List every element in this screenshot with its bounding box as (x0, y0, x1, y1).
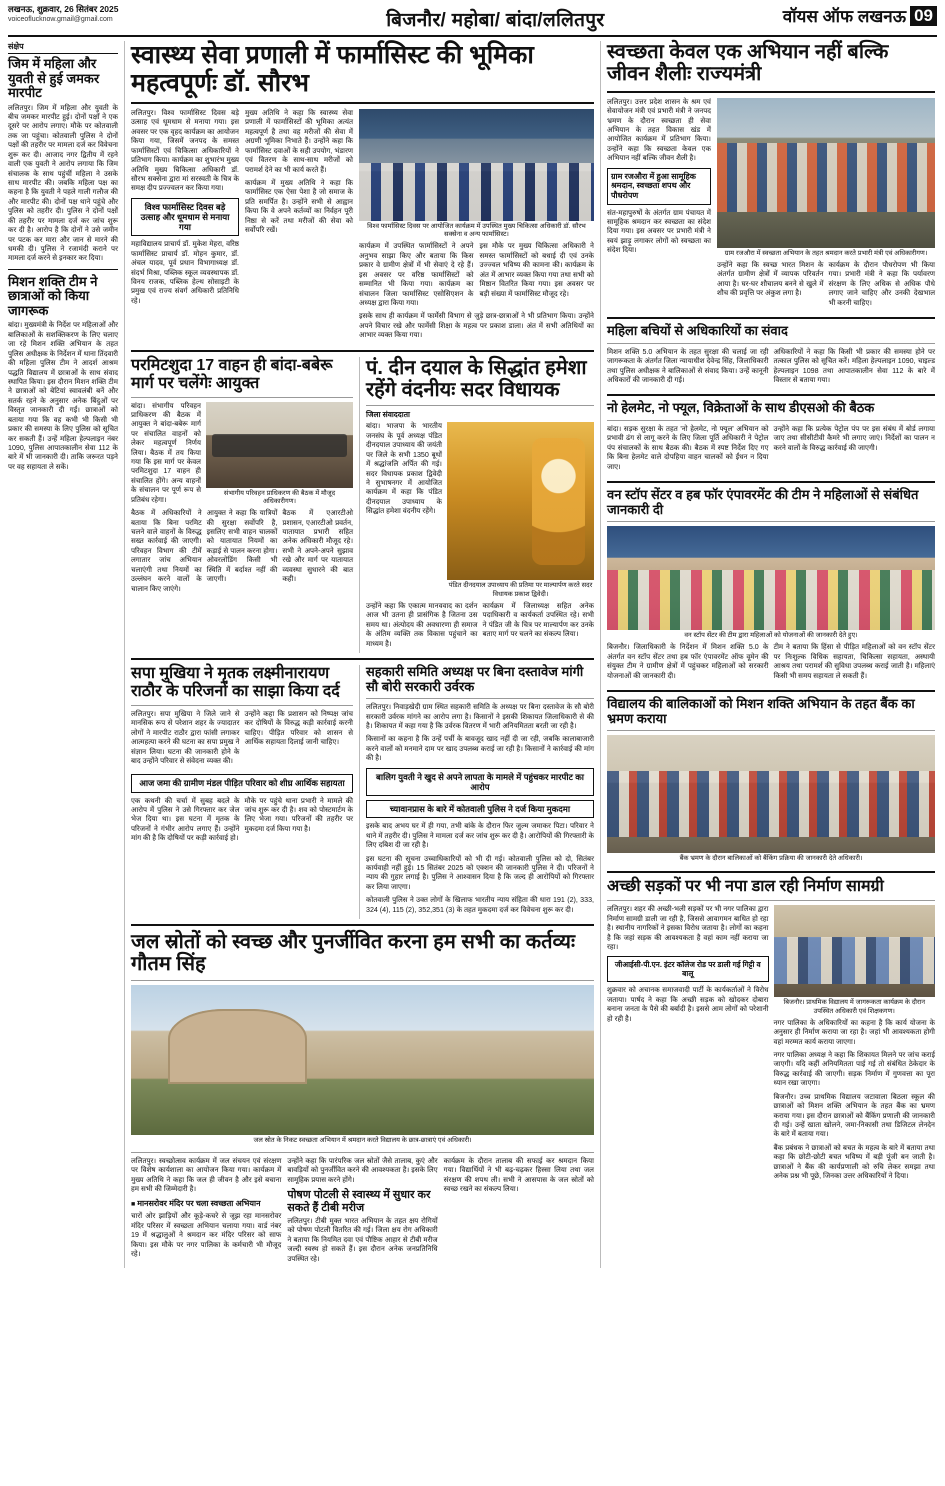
main-body-col3: कार्यक्रम में उपस्थित फार्मासिस्टों ने अपने अनुभव साझा किए और बताया कि किस प्रकार वे ग्रामीण क्षेत्रों में भी सेवाएं दे रहे हैं। इस अवसर पर वरिष्ठ फार्मासिस्टों को सम्मानित भी किया गया। कार्यक्रम का संचालन जिला फार्मासिस्ट एसोसिएशन के अध्यक्ष द्वारा किया गया। (359, 242, 474, 307)
brand-name: वॉयस ऑफ लखनऊ (782, 7, 907, 26)
main-pullbox: विश्व फार्मासिस्ट दिवस बड़े उत्साह और धूमधाम से मनाया गया (131, 198, 239, 237)
pharmacist-group-photo (359, 109, 594, 221)
page-grid (8, 41, 937, 1268)
deendayal-body-1: बांदा। भाजपा के भारतीय जनसंघ के पूर्व अध्यक्ष पंडित दीनदयाल उपाध्याय की जयंती पर जिले के सभी 1350 बूथों में श्रद्धांजलि अर्पित की गई। सदर विधायक प्रकाश द्विवेदी ने सुभाषनगर में आयोजित कार्यक्रम में कहा कि पंडित दीनदयाल उपाध्याय के सिद्धांत हमेशा वंदनीय रहेंगे। (366, 422, 442, 516)
water-photo-caption: जल स्रोत के निकट स्वच्छता अभियान में श्रमदान करते विद्यालय के छात्र-छात्राएं एवं अधिकारी। (253, 1136, 472, 1144)
masthead-date: लखनऊ, शुक्रवार, 26 सितंबर 2025 (8, 4, 119, 14)
brief-4-body: ललितपुर। टीबी मुक्त भारत अभियान के तहत क्षय रोगियों को पोषण पोटली वितरित की गई। जिला क्षय रोग अधिकारी ने बताया कि नियमित दवा एवं पौष्टिक आहार से टीबी मरीज जल्दी स्वस्थ हो सकते हैं। इस दौरान अनेक जनप्रतिनिधि उपस्थित रहे। (287, 1216, 438, 1263)
brief-3-body: चारों ओर झाड़ियों और कूड़े-कचरे से जूझ रहा मानसरोवर मंदिर परिसर में स्वच्छता अभियान चलाया गया। वार्ड नंबर 19 में श्रद्धालुओं ने श्रमदान कर मंदिर परिसर को साफ किया। इस मौके पर नगर पालिका के कर्मचारी भी मौजूद रहे। (131, 1212, 282, 1259)
cleanliness-drive-photo (717, 98, 935, 248)
deendayal-body-2: उन्होंने कहा कि एकात्म मानववाद का दर्शन आज भी उतना ही प्रासंगिक है जितना उस समय था। अंत्योदय की अवधारणा ही समाज के अंतिम व्यक्ति तक विकास पहुंचाने का माध्यम है। (366, 601, 478, 648)
cleanliness-photo-caption: ग्राम रजऔरा में स्वच्छता अभियान के तहत श्रमदान करते प्रभारी मंत्री एवं अधिकारीगण। (724, 249, 928, 257)
helmet-meeting-headline: नो हेलमेट, नो फ्यूल, विक्रेताओं के साथ डीएसओ की बैठक (607, 400, 875, 416)
onestop-headline: वन स्टॉप सेंटर व हब फॉर एंपावरमेंट की टीम ने महिलाओं से संबंधित जानकारी दी (607, 487, 919, 517)
helmet-body-1: बांदा। सड़क सुरक्षा के तहत 'नो हेलमेट, नो फ्यूल' अभियान को प्रभावी ढंग से लागू करने के लिए जिला पूर्ति अधिकारी ने पेट्रोल पंप संचालकों के साथ बैठक की। बैठक में स्पष्ट निर्देश दिए गए कि बिना हेलमेट वाले दोपहिया वाहन चालकों को ईंधन न दिया जाए। (607, 424, 769, 471)
minister-body-1: संत-महापुरुषों के अंतर्गत ग्राम पंचायत में सामूहिक श्रमदान कर स्वच्छता का संदेश दिया गया। इस अवसर पर प्रभारी मंत्री ने स्वयं झाड़ू लगाकर लोगों को स्वच्छता का संदेश दिया। (607, 208, 711, 255)
water-story (131, 931, 594, 1268)
minister-body-3: कार्यक्रम के दौरान पौधरोपण भी किया गया। प्रभारी मंत्री ने कहा कि पर्यावरण संरक्षण के लिए अधिक से अधिक पौधे लगाए जाने चाहिए और उनकी देखभाल भी करनी चाहिए। (828, 261, 935, 307)
helmet-body-2: उन्होंने कहा कि प्रत्येक पेट्रोल पंप पर इस संबंध में बोर्ड लगाया जाए तथा सीसीटीवी कैमरे भी लगाए जाएं। निर्देशों का पालन न करने वालों के विरुद्ध कार्रवाई की जाएगी। (773, 424, 935, 452)
road-body-2: नगर पालिका के अधिकारियों का कहना है कि कार्य योजना के अनुसार ही निर्माण कराया जा रहा है। जहां भी आवश्यकता होगी वहां मरम्मत कार्य कराया जाएगा। (773, 1018, 935, 1046)
onestop-team-photo (607, 526, 935, 630)
road-body-4: नगर पालिका अध्यक्ष ने कहा कि शिकायत मिलने पर जांच कराई जाएगी। यदि कहीं अनियमितता पाई गई तो संबंधित ठेकेदार के विरुद्ध कार्रवाई की जाएगी। सड़क निर्माण में गुणवत्ता का पूरा ध्यान रखा जाएगा। (773, 1051, 935, 1088)
spa-pullbox: आज जमा की ग्रामीण मंडल पीड़ित परिवार को शीघ्र आर्थिक सहायता (131, 774, 353, 792)
masthead-right (783, 4, 937, 27)
permit-dateline: बांदा। संभागीय परिवहन प्राधिकरण की बैठक में आयुक्त ने बांदा-बबेरू मार्ग पर संचालित वाहनों को लेकर महत्वपूर्ण निर्णय लिया। बैठक में तय किया गया कि इस मार्ग पर केवल परमिटशुदा 17 वाहन ही संचालित होंगे। अन्य वाहनों के संचालन पर पूर्ण रूप से प्रतिबंध रहेगा। (131, 401, 201, 504)
masthead (8, 4, 937, 37)
permit-headline: परमिटशुदा 17 वाहन ही बांदा-बबेरू मार्ग पर चलेंगेः आयुक्त (131, 356, 333, 392)
main-headline: स्वास्थ्य सेवा प्रणाली में फार्मासिस्ट की भूमिका महत्वपूर्णः डॉ. सौरभ (131, 41, 534, 97)
minister-headline: स्वच्छता केवल एक अभियान नहीं बल्कि जीवन शैलीः राज्यमंत्री (607, 41, 889, 86)
minister-body-2: उन्होंने कहा कि स्वच्छ भारत मिशन के अंतर्गत ग्रामीण क्षेत्रों में व्यापक परिवर्तन आया है। घर-घर शौचालय बनने से खुले में शौच की प्रवृत्ति पर अंकुश लगा है। (717, 261, 824, 298)
road-headline: अच्छी सड़कों पर भी नपा डाल रही निर्माण सामग्री (607, 878, 884, 896)
spa-headline: सपा मुखिया ने मृतक लक्ष्मीनारायण राठौर के परिजनों का साझा किया दर्द (131, 665, 340, 700)
transport-meeting-caption: संभागीय परिवहन प्राधिकरण की बैठक में मौजूद अधिकारीगण। (223, 489, 336, 505)
water-source-photo (131, 985, 594, 1135)
right-column (600, 41, 935, 1268)
brief-2-headline: मिशन शक्ति टीम ने छात्राओं को किया जागरूक (8, 273, 98, 318)
bank-visit-headline: विद्यालय की बालिकाओं को मिशन शक्ति अभियान के तहत बैंक का भ्रमण कराया (607, 696, 915, 726)
minister-pullbox: ग्राम रजऔरा में हुआ सामूहिक श्रमदान, स्वच्छता शपथ और पौधरोपण (607, 168, 711, 205)
bank-visit-caption: बैंक भ्रमण के दौरान बालिकाओं को बैंकिंग प्रक्रिया की जानकारी देते अधिकारी। (679, 855, 863, 863)
briefs-kicker: संक्षेप (8, 41, 118, 54)
main-body-col2: मुख्य अतिथि ने कहा कि स्वास्थ्य सेवा प्रणाली में फार्मासिस्टों की भूमिका अत्यंत महत्वपूर्ण है तथा वह मरीजों की सेवा में अग्रणी भूमिका निभाते हैं। उन्होंने कहा कि फार्मासिस्ट दवाओं के सही उपयोग, भंडारण एवं वितरण के साथ-साथ मरीजों को परामर्श देने का भी कार्य करते हैं। (245, 109, 353, 174)
deendayal-garland-photo (447, 422, 594, 580)
road-body-1: ललितपुर। शहर की अच्छी-भली सड़कों पर भी नगर पालिका द्वारा निर्माण सामग्री डाली जा रही है, जिससे आवागमन बाधित हो रहा है। स्थानीय नागरिकों ने इसका विरोध जताया है। लोगों का कहना है कि जहां सड़क की आवश्यकता है वहां काम नहीं कराया जा रहा। (607, 905, 769, 951)
fertilizer-body-2: किसानों का कहना है कि उन्हें पर्ची के बावजूद खाद नहीं दी जा रही, जबकि कालाबाजारी करने वालों को मनमाने दाम पर खाद उपलब्ध कराई जा रही है। किसानों ने कार्रवाई की मांग की है। (366, 735, 594, 763)
main-body-lower1: महाविद्यालय प्राचार्य डॉ. मुकेश मेहरा, वरिष्ठ फार्मासिस्ट प्राचार्य डॉ. मोहन कुमार, डॉ. अंचल यादव, पूर्व प्रधान विभागाध्यक्ष डॉ. संदर्भ मिश्रा, पब्लिक स्कूल व्यवस्थापक डॉ. विनय राजक, पब्लिक हेल्थ सोसाइटी के प्रमुख एवं राज्य संवर्ग अधिकारी प्रतिनिधि रहे। (131, 240, 239, 305)
fertilizer-subhead-2: च्यावानप्रास के बारे में कोतवाली पुलिस ने दर्ज किया मुकदमा (366, 800, 594, 818)
deendayal-photo-caption: पंडित दीनदयाल उपाध्याय की प्रतिमा पर माल्यार्पण करते सदर विधायक प्रकाश द्विवेदी। (448, 582, 593, 598)
main-column (124, 41, 594, 1268)
briefs-column (8, 41, 118, 1268)
minister-lead: ललितपुर। उत्तर प्रदेश शासन के श्रम एवं सेवायोजन मंत्री एवं प्रभारी मंत्री ने जनपद भ्रमण के दौरान स्वच्छता ही सेवा अभियान के तहत विकास खंड में आयोजित कार्यक्रम में प्रतिभाग किया। उन्होंने कहा कि स्वच्छता केवल एक अभियान नहीं बल्कि जीवन शैली है। (607, 97, 711, 163)
page-number: 09 (910, 6, 937, 26)
school-program-photo (774, 905, 936, 997)
permit-body-3: बैठक में एआरटीओ प्रशासन, एआरटीओ प्रवर्तन, यातायात प्रभारी सहित अनेक अधिकारी मौजूद रहे। सभी ने अपने-अपने सुझाव रखे और मार्ग पर यातायात व्यवस्था सुधारने की बात कही। (282, 509, 354, 584)
spa-body-3: एक कथनी की चर्चा में सुबह बदले के आरोप में पुलिस ने उसे गिरफ्तार कर जेल भेज दिया था। इस घटना में मृतक के परिजनों ने गंभीर आरोप लगाए हैं। उन्होंने मांग की है कि दोषियों पर कड़ी कार्रवाई हो। (131, 796, 240, 843)
permit-body-1: बैठक में अधिकारियों ने बताया कि बिना परमिट चलने वाले वाहनों के विरुद्ध सख्त कार्रवाई की जाएगी। परिवहन विभाग की टीमें लगातार जांच अभियान चलाएंगी तथा नियमों का उल्लंघन करने वालों के चालान किए जाएंगे। (131, 509, 202, 593)
fertilizer-body-5: कोतवाली पुलिस ने उक्त लोगों के खिलाफ भारतीय न्याय संहिता की धारा 191 (2), 333, 324 (4), 115 (2), 352,351 (3) के तहत मुकदमा दर्ज कर विवेचना शुरू कर दी। (366, 896, 594, 914)
school-program-caption: बिजनौर। प्राथमिक विद्यालय में जागरूकता कार्यक्रम के दौरान उपस्थित अधिकारी एवं शिक्षकगण। (783, 999, 926, 1015)
masthead-email: voiceoflucknow.gmail@gmail.com (8, 16, 113, 24)
masthead-left (8, 4, 208, 25)
brief-1-body: ललितपुर। जिम में महिला और युवती के बीच जमकर मारपीट हुई। दोनों पक्षों ने एक दूसरे पर आरोप लगाए। मौके पर कोतवाली तक जा पहुंचा। कोतवाली पुलिस ने दोनों पक्षों की तहरीर पर मामला दर्ज कर विवेचना शुरू कर दी। आजाद नगर द्वितीय में रहने वाली एक युवती ने आरोप लगाया कि जिम संचालक के साथ पहुंचीं महिला ने उसके साथ मारपीट की। जबकि महिला पक्ष का कहना है कि युवती ने पहले गाली गलौज की और मारपीट की। दोनों पक्ष थाने पहुंचे और पुलिस को तहरीर दी। पुलिस ने दोनों पक्षों की तहरीर पर मामला दर्ज कर जांच शुरू कर दी है। आरोप है कि दोनों ने उसे जमीन पर पटक कर मारा और जान से मारने की धमकी दी। पुलिस ने रजामंदी कराने पर मामला दर्ज करने से इनकार कर दिया। (8, 103, 118, 263)
main-body-lower2: कार्यक्रम में मुख्य अतिथि ने कहा कि फार्मासिस्ट एक ऐसा पेशा है जो समाज के प्रति समर्पित है। उन्होंने सभी से आह्वान किया कि वे अपने कर्तव्यों का निर्वहन पूरी निष्ठा से करें तथा मरीजों की सेवा को सर्वोपरि रखें। (245, 178, 353, 235)
main-body-col1: ललितपुर। विश्व फार्मासिस्ट दिवस बड़े उत्साह एवं धूमधाम से मनाया गया। इस अवसर पर एक वृहद कार्यक्रम का आयोजन किया गया, जिसमें जनपद के समस्त फार्मासिस्टों एवं चिकित्सा अधिकारियों ने प्रतिभाग किया। कार्यक्रम का शुभारंभ मुख्य अतिथि मुख्य चिकित्सा अधिकारी डॉ. सौरभ सक्सेना द्वारा मां सरस्वती के चित्र के समक्ष दीप प्रज्ज्वलन कर किया गया। (131, 109, 239, 193)
brief-2-body: बांदा। मुख्यमंत्री के निर्देश पर महिलाओं और बालिकाओं के सशक्तिकरण के लिए चलाए जा रहे मिशन शक्ति अभियान के तहत पुलिस अधीक्षक के निर्देशन में थाना तिंदवारी की महिला पुलिस टीम ने आदर्श आश्रम पद्धति विद्यालय में छात्राओं के साथ संवाद स्थापित किया। इस दौरान मिशन शक्ति टीम ने छात्राओं को बेटियां स्वावलंबी बनें और सतर्क रहने के अनुसार अनेक बिंदुओं पर विस्तृत जानकारी दी गईं। छात्राओं को बताया गया कि वह कभी भी किसी भी प्रकार की समस्या के लिए पुलिस को सूचित कर सकती हैं। उन्हें महिला हेल्पलाइन नंबर 1090, पुलिस आपातकालीन सेवा 112 के बारे में भी जानकारी दी। ताकि जरूरत पड़ने पर वह सहायता ले सकें। (8, 321, 118, 471)
water-headline: जल स्रोतों को स्वच्छ और पुनर्जीवित करना हम सभी का कर्तव्यः गौतम सिंह (131, 931, 576, 976)
pharmacist-photo-caption: विश्व फार्मासिस्ट दिवस पर आयोजित कार्यक्रम में उपस्थित मुख्य चिकित्सा अधिकारी डॉ. सौरभ सक्सेना व अन्य फार्मासिस्ट। (367, 223, 586, 239)
onestop-body-1: बिजनौर। जिलाधिकारी के निर्देशन में मिशन शक्ति 5.0 के अंतर्गत वन स्टॉप सेंटर तथा हब फॉर एंपावरमेंट ऑफ वूमेन की संयुक्त टीम ने ग्रामीण क्षेत्रों में पहुंचकर महिलाओं को सरकारी योजनाओं की जानकारी दी। (607, 643, 769, 680)
road-body-3: शुक्रवार को अचानक समाजवादी पार्टी के कार्यकर्ताओं ने विरोध जताया। पार्षद ने कहा कि अच्छी सड़क को खोदकर दोबारा बनाना जनता के पैसे की बर्बादी है। इससे आम लोगों को परेशानी हो रही है। (607, 986, 769, 1023)
water-body-2: उन्होंने कहा कि पारंपरिक जल स्रोतों जैसे तालाब, कुएं और बावड़ियों को पुनर्जीवित करने की आवश्यकता है। इसके लिए सामूहिक प्रयास करने होंगे। (287, 1157, 438, 1184)
bank-visit-body-1: बिजनौर। उच्च प्राथमिक विद्यालय जटावाला बिठला स्कूल की छात्राओं को मिशन शक्ति अभियान के तहत बैंक का भ्रमण कराया गया। इस दौरान छात्राओं को बैंकिंग प्रणाली की जानकारी दी गई। उन्हें खाता खोलने, जमा-निकासी तथा डिजिटल लेनदेन के बारे में बताया गया। (773, 1092, 935, 1139)
brief-3-headline: ■ मानसरोवर मंदिर पर चला स्वच्छता अभियान (131, 1199, 281, 1210)
bank-visit-body-2: बैंक प्रबंधक ने छात्राओं को बचत के महत्व के बारे में बताया तथा कहा कि छोटी-छोटी बचत भविष्य में बड़ी पूंजी बन जाती है। छात्राओं ने बैंक की कार्यप्रणाली को रुचि लेकर समझा तथा अनेक प्रश्न भी पूछे, जिनका उत्तर अधिकारियों ने दिया। (773, 1143, 935, 1181)
bank-visit-photo (607, 735, 935, 853)
fertilizer-body-4: इस घटना की सूचना उच्चाधिकारियों को भी दी गई। कोतवाली पुलिस को दो, सितंबर कार्यवाही नहीं हुई। 15 सितंबर 2025 को एक्शन की जानकारी पुलिस ने दी। परिजनों ने न्याय की गुहार लगाई है। पुलिस ने आश्वासन दिया है कि जल्द ही आरोपियों को गिरफ्तार कर लिया जाएगा। (366, 854, 594, 891)
deendayal-byline: जिला संवाददाता (366, 410, 410, 420)
fertilizer-headline: सहकारी समिति अध्यक्ष पर बिना दस्तावेज मांगी सौ बोरी सरकारी उर्वरक (366, 664, 584, 694)
brief-4-headline: पोषण पोटली से स्वास्थ्य में सुधार कर सकते हैं टीबी मरीज (287, 1189, 431, 1214)
fertilizer-body-3: इसके बाद अभय घर में ही गया, तभी बांके के दौरान फिर जुल्म जमाकर पिटा। परिवार ने थाने में तहरीर दी। पुलिस ने मामला दर्ज कर जांच शुरू कर दी है। आरोपियों की गिरफ्तारी के लिए दबिश दी जा रही है। (366, 822, 594, 850)
onestop-photo-caption: वन स्टॉप सेंटर की टीम द्वारा महिलाओं को योजनाओं की जानकारी देते हुए। (684, 632, 858, 640)
onestop-body-2: टीम ने बताया कि हिंसा से पीड़ित महिलाओं को वन स्टॉप सेंटर पर निःशुल्क विधिक सहायता, चिकित्सा सहायता, अस्थायी आश्रय तथा परामर्श की सुविधा उपलब्ध कराई जाती है। महिलाएं किसी भी समय सहायता ले सकती हैं। (773, 643, 935, 680)
main-body-col4: इस मौके पर मुख्य चिकित्सा अधिकारी ने समस्त फार्मासिस्टों को बधाई दी एवं उनके उज्ज्वल भविष्य की कामना की। कार्यक्रम के अंत में आभार व्यक्त किया गया तथा सभी को मिष्ठान वितरित किया गया। इस अवसर पर बड़ी संख्या में फार्मासिस्ट मौजूद रहे। (479, 242, 594, 298)
spa-body-4: मौके पर पहुंचे थाना प्रभारी ने मामले की जांच शुरू कर दी है। शव को पोस्टमार्टम के लिए भेजा गया। परिजनों की तहरीर पर मुकदमा दर्ज किया गया है। (244, 796, 353, 833)
water-body-3: कार्यक्रम के दौरान तालाब की सफाई कर श्रमदान किया गया। विद्यार्थियों ने भी बढ़-चढ़कर हिस्सा लिया तथा जल संरक्षण की शपथ ली। सभी ने आसपास के जल स्रोतों को स्वच्छ रखने का संकल्प लिया। (443, 1157, 594, 1194)
transport-meeting-photo (206, 402, 353, 488)
women-dialogue-body-2: अधिकारियों ने कहा कि किसी भी प्रकार की समस्या होने पर तत्काल पुलिस को सूचित करें। महिला हेल्पलाइन 1090, चाइल्ड हेल्पलाइन 1098 तथा आपातकालीन सेवा 112 के बारे में विस्तार से बताया गया। (773, 347, 935, 384)
main-body-lower3: इसके साथ ही कार्यक्रम में फार्मेसी विभाग से जुड़े छात्र-छात्राओं ने भी प्रतिभाग किया। उन्होंने अपने विचार रखे और फार्मेसी शिक्षा के महत्व पर प्रकाश डाला। अंत में सभी अतिथियों का आभार व्यक्त किया गया। (359, 312, 594, 340)
fertilizer-subhead-1: बालिग युवती ने खुद से अपने लापता के मामले में पहुंचकर मारपीट का आरोप (366, 768, 594, 796)
road-pullbox: जीआईसी-पी.एन. इंटर कॉलेज रोड पर डाली गई गिट्टी व बालू (607, 956, 769, 982)
spa-body-2: उन्होंने कहा कि प्रशासन को निष्पक्ष जांच कर दोषियों के विरुद्ध कड़ी कार्रवाई करनी चाहिए। पीड़ित परिवार को शासन से आर्थिक सहायता दिलाई जानी चाहिए। (244, 709, 353, 747)
women-dialogue-body-1: मिशन शक्ति 5.0 अभियान के तहत सुरक्षा की चलाई जा रही जागरूकता के अंतर्गत जिला न्यायाधीश देवेन्द्र सिंह, जिलाधिकारी तथा पुलिस अधीक्षक ने बालिकाओं से संवाद किया। उन्हें कानूनी अधिकारों की जानकारी दी गई। (607, 347, 769, 384)
fertilizer-body-1: ललितपुर। निवाड़खेदी ग्राम स्थित सहकारी समिति के अध्यक्ष पर बिना दस्तावेज के सौ बोरी सरकारी उर्वरक मांगने का आरोप लगा है। किसानों ने इसकी शिकायत जिलाधिकारी से की है। शिकायत में कहा गया है कि उर्वरक वितरण में भारी अनियमितता बरती जा रही है। (366, 703, 594, 730)
brief-1-headline: जिम में महिला और युवती से हुई जमकर मारपीट (8, 56, 100, 101)
permit-body-2: आयुक्त ने कहा कि यात्रियों की सुरक्षा सर्वोपरि है, इसलिए सभी वाहन चालकों को यातायात नियमों का कड़ाई से पालन करना होगा। ओवरलोडिंग किसी भी स्थिति में बर्दाश्त नहीं की जाएगी। (206, 509, 278, 584)
edition-name: बिजनौर/ महोबा/ बांदा/ललितपुर (386, 10, 605, 31)
deendayal-body-3: कार्यक्रम में जिलाध्यक्ष सहित अनेक पदाधिकारी व कार्यकर्ता उपस्थित रहे। सभी ने पंडित जी के चित्र पर माल्यार्पण कर उनके बताए मार्ग पर चलने का संकल्प लिया। (482, 601, 594, 639)
water-body-1: ललितपुर। स्वच्छोत्सव कार्यक्रम में जल संचयन एवं संरक्षण पर विशेष कार्यशाला का आयोजन किया गया। कार्यक्रम में मुख्य अतिथि ने कहा कि जल ही जीवन है और इसे बचाना हम सभी की जिम्मेदारी है। (131, 1157, 282, 1194)
women-dialogue-headline: महिला बचियों से अधिकारियों का संवाद (607, 323, 788, 339)
spa-body-1: ललितपुर। सपा मुखिया ने जिले जाने से मानसिक रूप से परेशान शहर के ज्यादातर लोगों ने मारपीट राठौर द्वारा फांसी लगाकर आत्महत्या करने की घटना का सपा प्रमुख ने संज्ञान लिया। घटना की जानकारी होने के बाद उन्होंने परिवार से संवेदना व्यक्त की। (131, 709, 240, 765)
deendayal-headline: पं. दीन दयाल के सिद्धांत हमेशा रहेंगे वंदनीयः सदर विधायक (366, 356, 587, 402)
